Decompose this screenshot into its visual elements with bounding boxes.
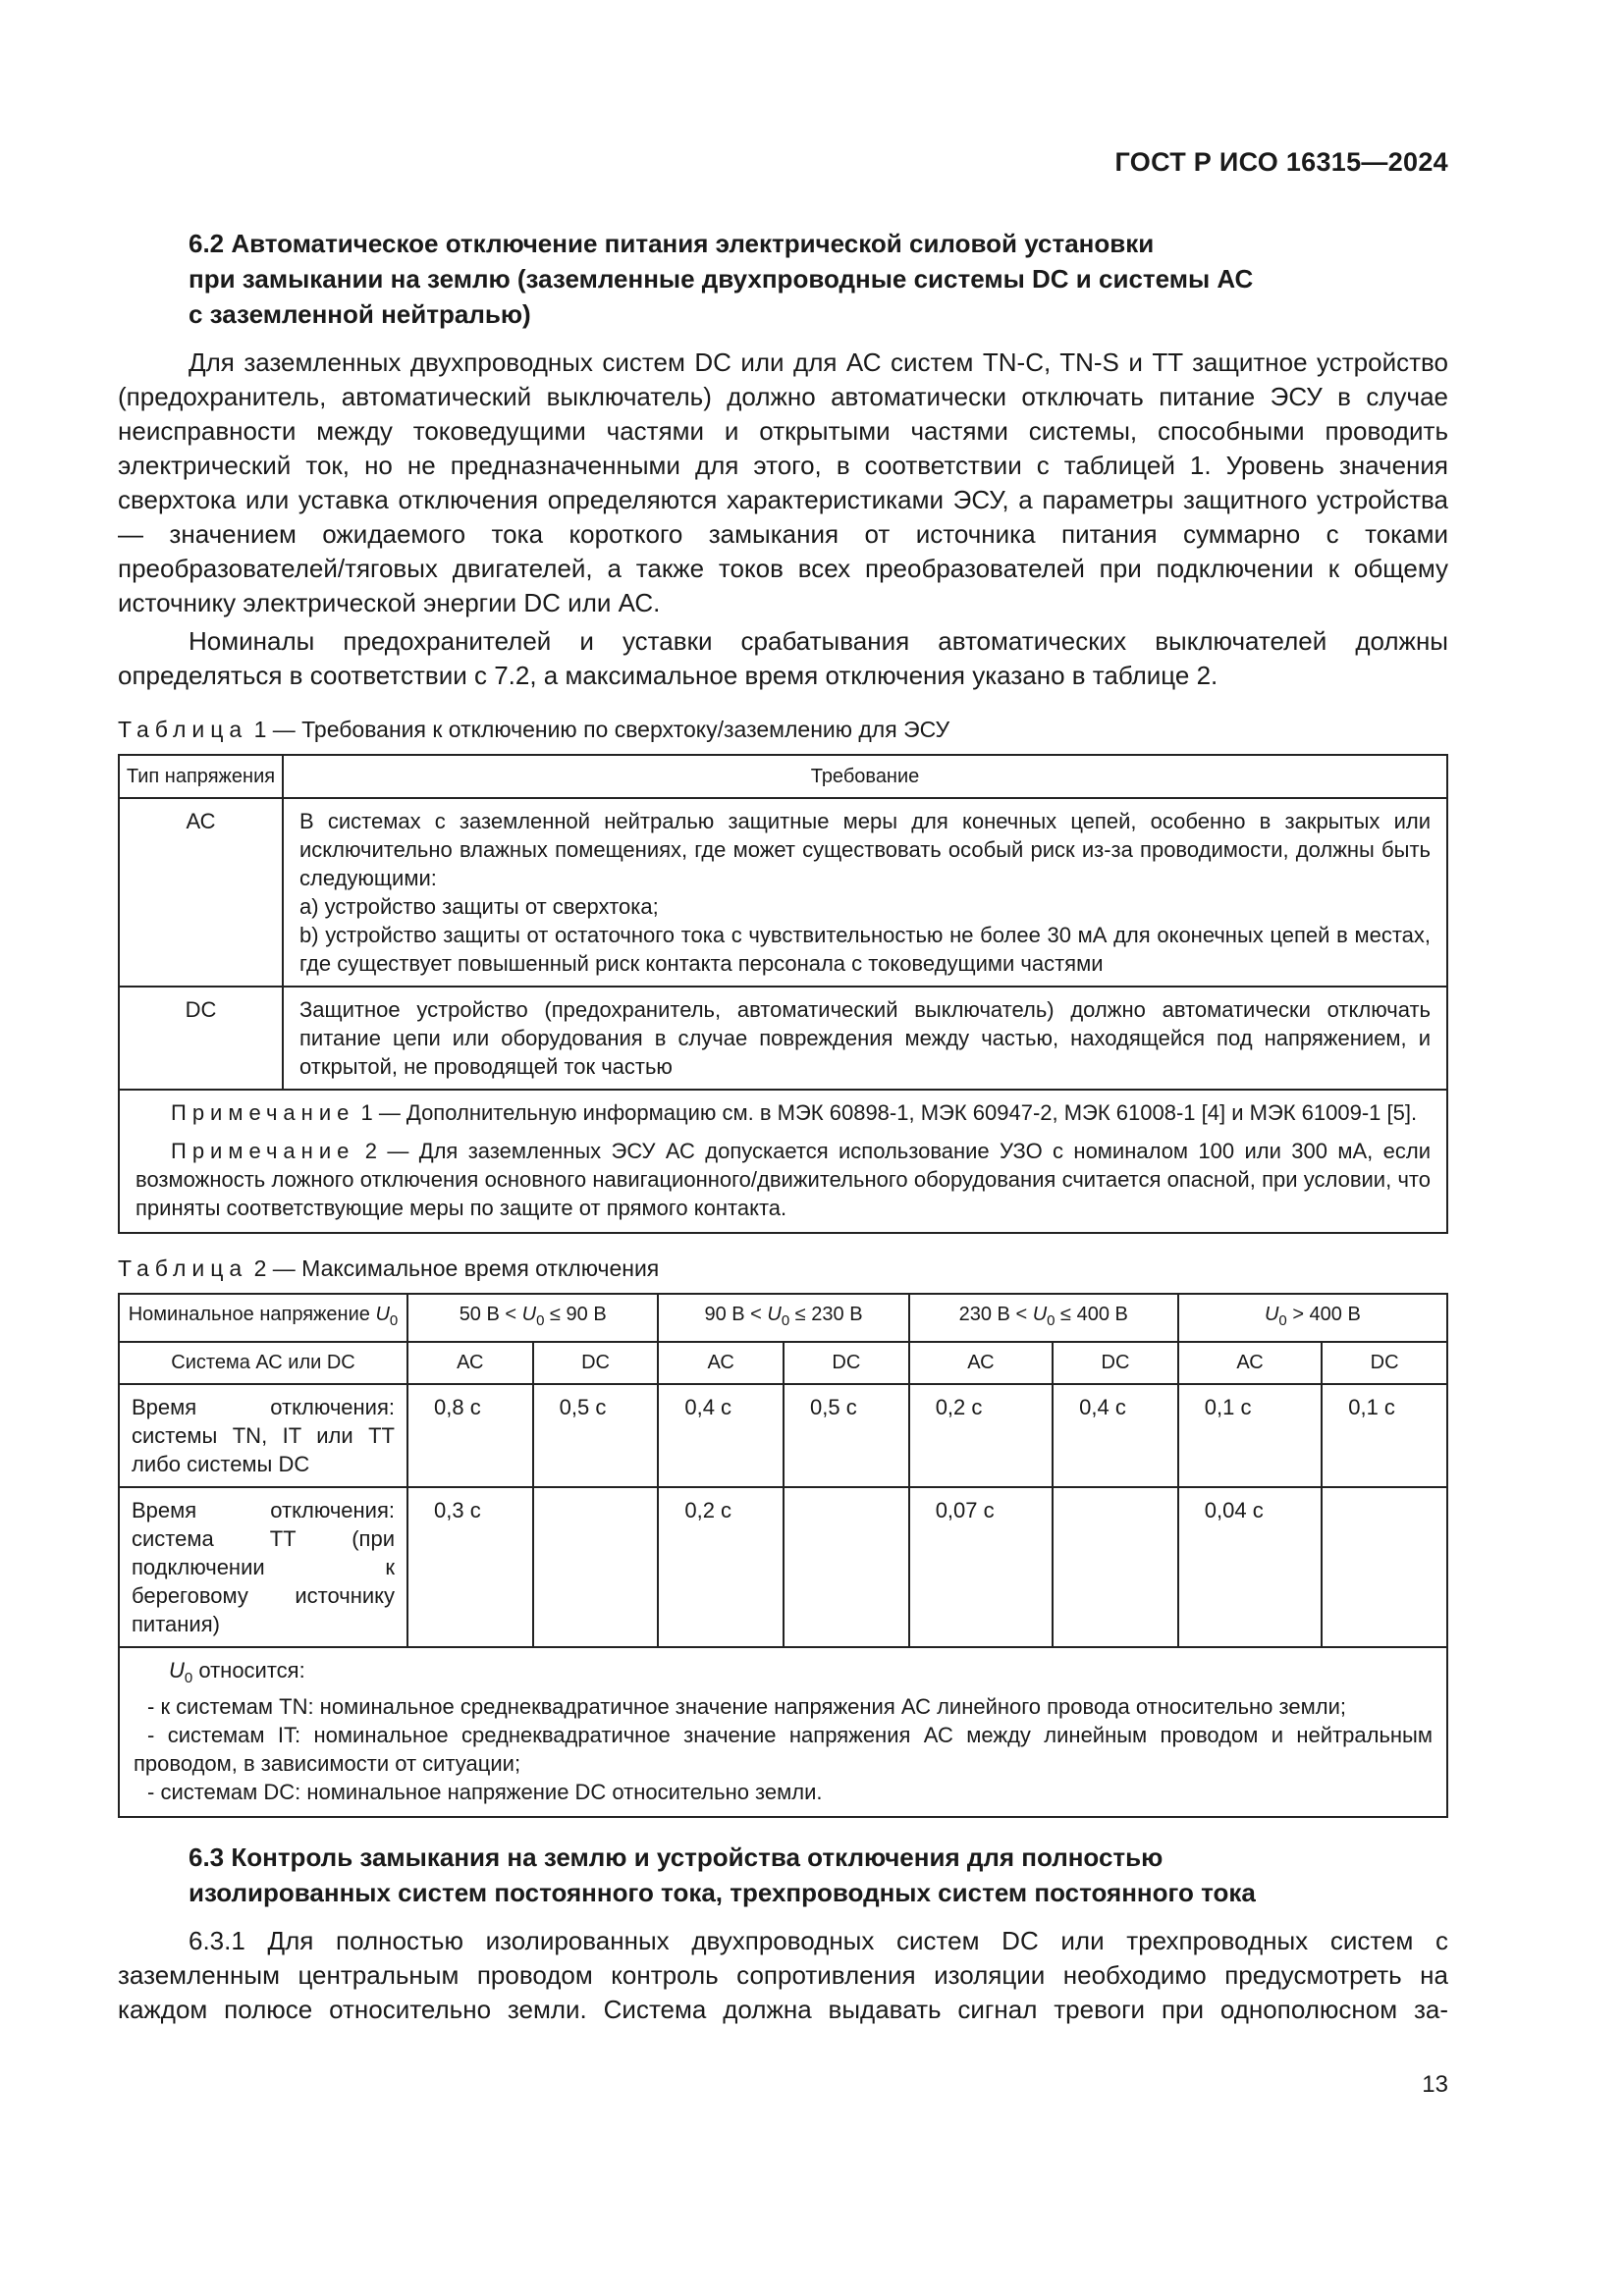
u-subscript: 0 <box>1278 1312 1287 1329</box>
page-body <box>118 147 1448 2027</box>
table-caption-word: Таблица <box>118 717 248 742</box>
header-label: Номинальное напряжение <box>128 1304 376 1325</box>
time-value: 0,3 с <box>407 1487 533 1647</box>
table-caption-text: 2 — Максимальное время отключения <box>253 1255 660 1281</box>
header-voltage-type: Тип напряжения <box>119 755 283 798</box>
table-footnote-row <box>119 1647 1447 1817</box>
paragraph: 6.3.1 Для полностью изолированных двухпроводных систем DC или трехпроводных систем с заземленным центральным проводом контроль сопротивления изоляции необходимо предусмотреть на каждом полюсе относительно земли. Система должна выдавать сигнал тревоги при однополюсном за- <box>118 1926 1448 2024</box>
time-value: 0,5 с <box>533 1384 659 1487</box>
system-label: Система АС или DC <box>119 1342 407 1384</box>
u-symbol: U <box>169 1658 185 1682</box>
section-title-line: изолированных систем постоянного тока, трехпроводных систем постоянного тока <box>189 1878 1256 1907</box>
range-header <box>909 1294 1178 1342</box>
system-col: DC <box>784 1342 909 1384</box>
time-value: 0,5 с <box>784 1384 909 1487</box>
u-symbol: U <box>1032 1304 1048 1325</box>
range-post: > 400 В <box>1286 1304 1361 1325</box>
note-1 <box>135 1098 1431 1127</box>
u-symbol: U <box>767 1304 782 1325</box>
note-word: Примечание <box>171 1139 355 1163</box>
time-value <box>1322 1487 1447 1647</box>
system-col: DC <box>1053 1342 1178 1384</box>
time-value: 0,07 с <box>909 1487 1053 1647</box>
note-2 <box>135 1137 1431 1222</box>
time-value <box>784 1487 909 1647</box>
table-footnote <box>119 1647 1447 1817</box>
table-header-row <box>119 1294 1447 1342</box>
section-title-line: с заземленной нейтралью) <box>189 299 531 329</box>
header-nominal-voltage <box>119 1294 407 1342</box>
paragraph: Номиналы предохранителей и уставки срабатывания автоматических выключателей должны определяться в соответствии с 7.2, а максимальное время отключения указано в таблице 2. <box>118 626 1448 690</box>
range-post: ≤ 90 В <box>544 1304 607 1325</box>
system-row <box>119 1342 1447 1384</box>
section-title-line: при замыкании на землю (заземленные двухпроводные системы DC и системы АС <box>189 264 1254 294</box>
voltage-type-cell: АС <box>119 798 283 987</box>
system-col: АС <box>658 1342 784 1384</box>
time-value <box>1053 1487 1178 1647</box>
time-value: 0,4 с <box>658 1384 784 1487</box>
system-col: АС <box>1178 1342 1322 1384</box>
time-value: 0,4 с <box>1053 1384 1178 1487</box>
footnote-item <box>134 1721 1433 1778</box>
table-caption-text: 1 — Требования к отключению по сверхтоку/заземлению для ЭСУ <box>253 717 950 742</box>
table-notes <box>119 1090 1447 1233</box>
u-symbol: U <box>375 1304 390 1325</box>
table-2 <box>118 1293 1448 1818</box>
time-value <box>533 1487 659 1647</box>
requirement-item: a) устройство защиты от сверхтока; <box>299 894 659 919</box>
time-value: 0,1 с <box>1322 1384 1447 1487</box>
voltage-type-cell: DC <box>119 987 283 1090</box>
table-row <box>119 1384 1447 1487</box>
range-pre: 230 В < <box>958 1304 1033 1325</box>
table-row <box>119 798 1447 987</box>
requirement-cell <box>283 987 1447 1090</box>
system-col: АС <box>407 1342 533 1384</box>
requirement-item: b) устройство защиты от остаточного тока с чувствительностью не более 30 мА для оконечных цепей в местах, где существует повышенный риск контакта персонала с токоведущими частями <box>299 923 1431 976</box>
table2-caption <box>118 1254 1448 1283</box>
u-subscript: 0 <box>536 1312 545 1329</box>
note-word: Примечание <box>171 1100 355 1125</box>
footnote-intro <box>134 1656 1433 1692</box>
section-title-line: 6.2 Автоматическое отключение питания электрической силовой установки <box>189 229 1155 258</box>
time-value: 0,8 с <box>407 1384 533 1487</box>
footnote-text: относится: <box>192 1658 305 1682</box>
requirement-cell <box>283 798 1447 987</box>
section-title-line: 6.3 Контроль замыкания на землю и устройства отключения для полностью <box>189 1842 1164 1872</box>
u-subscript: 0 <box>1047 1312 1056 1329</box>
table-caption-word: Таблица <box>118 1255 248 1281</box>
u-symbol: U <box>1264 1304 1279 1325</box>
range-pre: 90 В < <box>704 1304 768 1325</box>
note-text: 1 — Дополнительную информацию см. в МЭК 60898-1, МЭК 60947-2, МЭК 61008-1 [4] и МЭК 61009-1 [5]. <box>360 1100 1418 1125</box>
paragraph: Для заземленных двухпроводных систем DC или для АС систем TN-C, TN-S и TT защитное устройство (предохранитель, автоматический выключатель) должно автоматически отключать питание ЭСУ в случае неисправности между токоведущими частями и открытыми частями системы, способными проводить электрический ток, но не предназначенными для этого, в соответствии с таблицей 1. Уровень значения сверхтока или уставка отключения определяются характеристиками ЭСУ, а параметры защитного устройства — значением ожидаемого тока короткого замыкания от источника питания суммарно с токами преобразователей/тяговых двигателей, а также токов всех преобразователей при подключении к общему источнику электрической энергии DC или АС. <box>118 347 1448 617</box>
time-value: 0,04 с <box>1178 1487 1322 1647</box>
u-subscript: 0 <box>184 1670 193 1686</box>
table-header-row <box>119 755 1447 798</box>
range-header <box>407 1294 658 1342</box>
footnote-text: - системам IT: номинальное среднеквадратичное значение напряжения АС между линейным проводом и нейтральным проводом, в зависимости от ситуации; <box>134 1723 1433 1776</box>
table-1 <box>118 754 1448 1234</box>
header-requirement: Требование <box>283 755 1447 798</box>
requirement-text: В системах с заземленной нейтралью защитные меры для конечных цепей, особенно в закрытых или исключительно влажных помещениях, где может существовать особый риск из-за проводимости, должны быть следующими: <box>299 809 1431 890</box>
document-code: ГОСТ Р ИСО 16315—2024 <box>1114 147 1448 177</box>
u-subscript: 0 <box>781 1312 790 1329</box>
range-pre: 50 В < <box>459 1304 522 1325</box>
system-col: DC <box>1322 1342 1447 1384</box>
table-notes-row <box>119 1090 1447 1233</box>
time-value: 0,1 с <box>1178 1384 1322 1487</box>
system-col: DC <box>533 1342 659 1384</box>
time-value: 0,2 с <box>658 1487 784 1647</box>
row-label: Время отключения: система TT (при подключении к береговому источнику питания) <box>119 1487 407 1647</box>
footnote-item <box>134 1778 1433 1806</box>
system-col: АС <box>909 1342 1053 1384</box>
section-6-2-title <box>118 226 1448 332</box>
u-subscript: 0 <box>389 1312 399 1329</box>
note-text: 2 — Для заземленных ЭСУ АС допускается использование УЗО с номиналом 100 или 300 мА, если возможность ложного отключения основного навигационного/движительного оборудования считается опасной, при условии, что приняты соответствующие меры по защите от прямого контакта. <box>135 1139 1431 1220</box>
requirement-text: Защитное устройство (предохранитель, автоматический выключатель) должно автоматически отключать питание цепи или оборудования в случае повреждения между частью, находящейся под напряжением, и открытой, не проводящей ток частью <box>299 997 1431 1079</box>
footnote-item <box>134 1692 1433 1721</box>
range-post: ≤ 400 В <box>1055 1304 1128 1325</box>
table-row <box>119 1487 1447 1647</box>
range-post: ≤ 230 В <box>789 1304 863 1325</box>
time-value: 0,2 с <box>909 1384 1053 1487</box>
range-header <box>658 1294 908 1342</box>
row-label: Время отключения: системы TN, IT или TT либо системы DC <box>119 1384 407 1487</box>
page-number: 13 <box>1422 2071 1448 2098</box>
table1-caption <box>118 715 1448 744</box>
section-6-3-title <box>118 1840 1448 1910</box>
u-symbol: U <box>521 1304 537 1325</box>
table-row <box>119 987 1447 1090</box>
footnote-text: - системам DC: номинальное напряжение DC относительно земли. <box>147 1780 823 1804</box>
range-header <box>1178 1294 1447 1342</box>
footnote-text: - к системам TN: номинальное среднеквадратичное значение напряжения АС линейного провода относительно земли; <box>147 1694 1346 1719</box>
